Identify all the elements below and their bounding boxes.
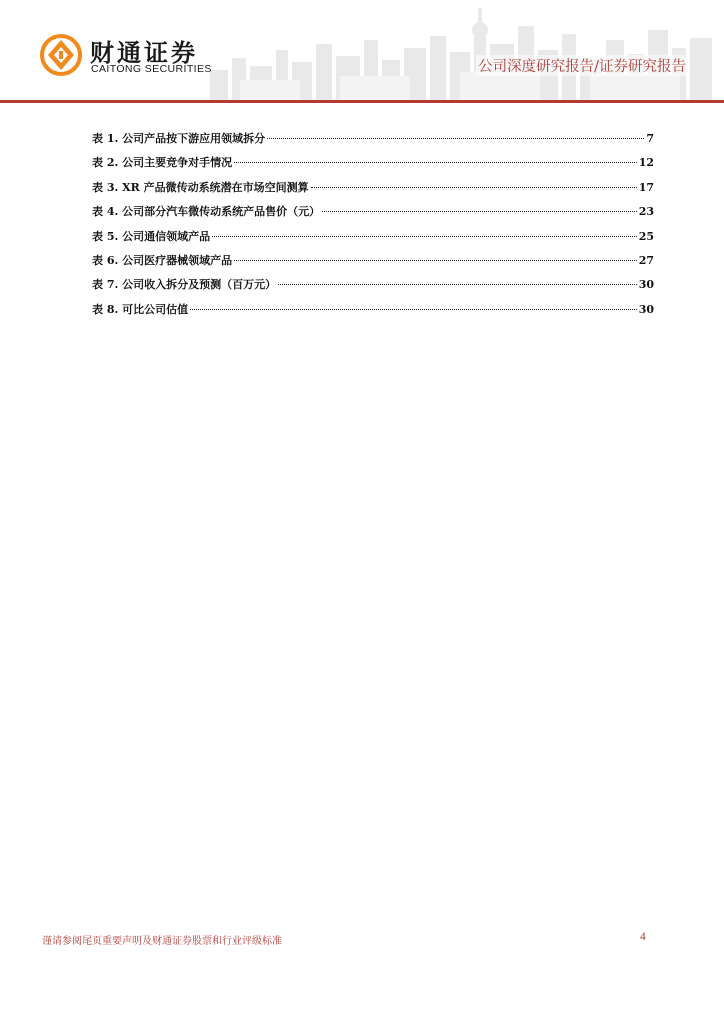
toc-entry-label: 表 7. 公司收入拆分及预测（百万元） xyxy=(92,278,277,292)
toc-leader-dots xyxy=(322,210,637,212)
toc-leader-dots xyxy=(190,308,637,310)
toc-entry-label: 表 1. 公司产品按下游应用领域拆分 xyxy=(92,132,266,145)
toc-entry-label: 表 2. 公司主要竞争对手情况 xyxy=(92,156,233,170)
toc-entry-page: 12 xyxy=(638,156,654,170)
toc-entry-label: 表 5. 公司通信领域产品 xyxy=(92,229,211,243)
footer-disclaimer: 谨请参阅尾页重要声明及财通证券股票和行业评级标准 xyxy=(42,936,282,947)
header-divider xyxy=(0,100,724,103)
toc-leader-dots xyxy=(212,235,637,237)
toc-entry-page: 17 xyxy=(638,180,654,194)
page-number: 4 xyxy=(640,931,646,943)
toc-entry[interactable] xyxy=(92,179,654,203)
toc-entry[interactable] xyxy=(92,203,654,227)
toc-entry[interactable] xyxy=(92,252,654,276)
toc-leader-dots xyxy=(267,137,644,139)
toc-entry[interactable] xyxy=(92,276,654,300)
toc-entry[interactable] xyxy=(92,154,654,178)
toc-entry-page: 30 xyxy=(638,302,654,316)
toc-entry-page: 30 xyxy=(638,278,654,292)
toc-leader-dots xyxy=(234,259,637,261)
report-type-label: 公司深度研究报告/证券研究报告 xyxy=(476,55,688,76)
caitong-logo-icon xyxy=(40,34,82,76)
toc-entry[interactable] xyxy=(92,228,654,252)
brand-name-cn: 财通证券 xyxy=(90,39,198,67)
toc-entry-page: 7 xyxy=(646,132,654,145)
toc-entry-page: 25 xyxy=(638,229,654,243)
toc-entry[interactable] xyxy=(92,301,654,325)
table-of-tables xyxy=(92,130,654,325)
toc-leader-dots xyxy=(311,186,637,188)
toc-leader-dots xyxy=(278,283,637,285)
toc-entry-label: 表 6. 公司医疗器械领域产品 xyxy=(92,253,233,267)
toc-entry[interactable] xyxy=(92,130,654,154)
toc-entry-label: 表 4. 公司部分汽车微传动系统产品售价（元） xyxy=(92,205,321,219)
page-header xyxy=(0,0,724,106)
toc-entry-label: 表 3. XR 产品微传动系统潜在市场空间测算 xyxy=(92,180,309,194)
toc-entry-page: 27 xyxy=(638,253,654,267)
toc-leader-dots xyxy=(234,161,637,163)
toc-entry-page: 23 xyxy=(638,205,654,219)
brand-name-en: CAITONG SECURITIES xyxy=(91,63,212,75)
toc-entry-label: 表 8. 可比公司估值 xyxy=(92,302,189,316)
